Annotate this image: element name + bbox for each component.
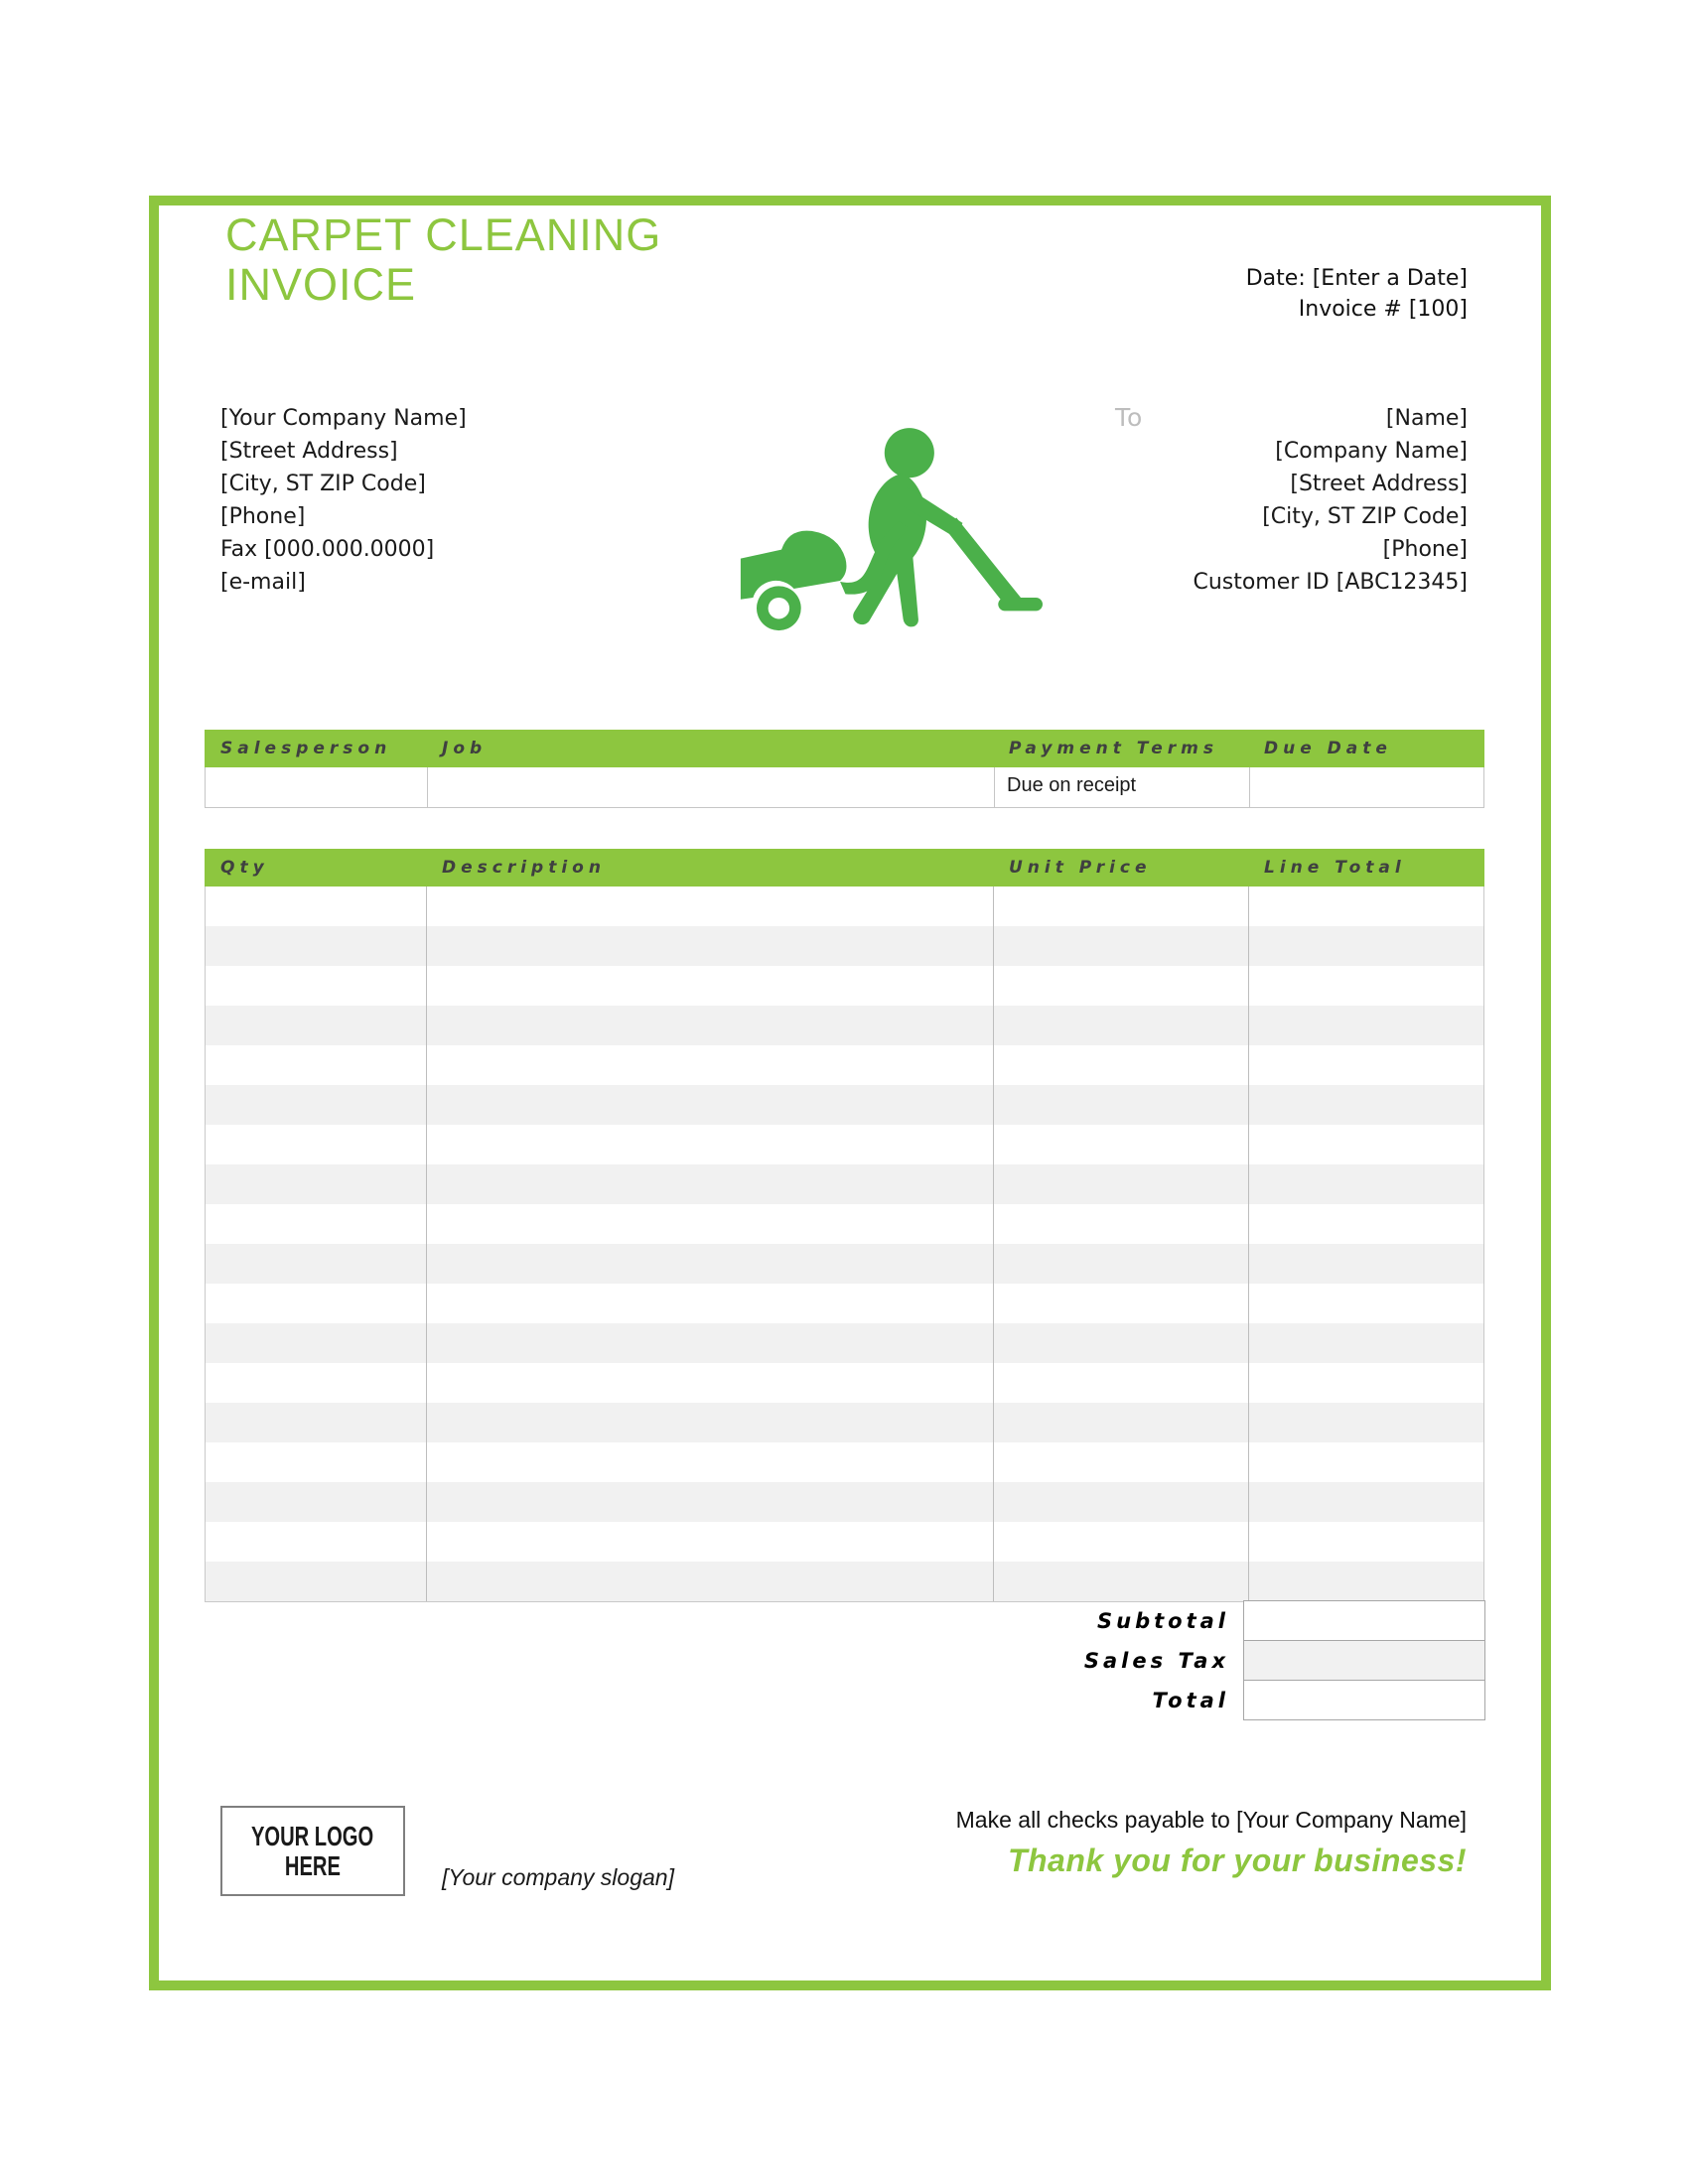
line-items-table xyxy=(205,849,1484,1602)
line-item-cell[interactable] xyxy=(993,1125,1248,1164)
line-item-cell[interactable] xyxy=(206,887,426,926)
line-item-cell[interactable] xyxy=(206,1284,426,1323)
line-item-cell[interactable] xyxy=(1248,1006,1483,1045)
line-item-cell[interactable] xyxy=(426,1045,993,1085)
line-item-cell[interactable] xyxy=(426,1562,993,1601)
line-item-row xyxy=(206,1085,1483,1125)
client-address-block xyxy=(1193,402,1468,599)
client-address-line[interactable]: [Street Address] xyxy=(1290,472,1468,496)
vacuum-cleaner-person-icon xyxy=(723,415,1043,645)
company-address-line[interactable]: [e-mail] xyxy=(220,570,306,595)
invoice-number-field[interactable]: Invoice # [100] xyxy=(1298,297,1468,322)
line-item-cell[interactable] xyxy=(206,1045,426,1085)
company-slogan[interactable]: [Your company slogan] xyxy=(442,1864,674,1890)
line-item-cell[interactable] xyxy=(426,887,993,926)
line-item-cell[interactable] xyxy=(426,1085,993,1125)
line-item-cell[interactable] xyxy=(426,1284,993,1323)
line-item-cell[interactable] xyxy=(993,1164,1248,1204)
line-item-row xyxy=(206,1482,1483,1522)
line-item-cell[interactable] xyxy=(993,1204,1248,1244)
line-item-cell[interactable] xyxy=(206,1363,426,1403)
line-item-cell[interactable] xyxy=(1248,1204,1483,1244)
line-item-cell[interactable] xyxy=(426,1442,993,1482)
logo-placeholder-box[interactable] xyxy=(220,1806,405,1896)
line-item-cell[interactable] xyxy=(1248,926,1483,966)
line-item-cell[interactable] xyxy=(206,1403,426,1442)
line-item-cell[interactable] xyxy=(1248,1244,1483,1284)
line-item-cell[interactable] xyxy=(206,1442,426,1482)
company-address-line[interactable]: [City, ST ZIP Code] xyxy=(220,472,426,496)
line-item-row xyxy=(206,887,1483,926)
line-item-row xyxy=(206,1442,1483,1482)
line-items-body xyxy=(205,887,1484,1602)
line-item-cell[interactable] xyxy=(426,1006,993,1045)
line-item-row xyxy=(206,1323,1483,1363)
invoice-date-field[interactable]: Date: [Enter a Date] xyxy=(1245,266,1468,291)
line-item-cell[interactable] xyxy=(1248,1363,1483,1403)
subtotal-label: Subtotal xyxy=(1097,1609,1229,1633)
due-date-header: Due Date xyxy=(1264,739,1392,758)
line-item-row xyxy=(206,1244,1483,1284)
info-table-body-row xyxy=(205,767,1484,808)
line-item-cell[interactable] xyxy=(993,1403,1248,1442)
line-item-cell[interactable] xyxy=(206,926,426,966)
to-label: To xyxy=(1115,403,1144,432)
line-item-cell[interactable] xyxy=(993,1562,1248,1601)
line-item-cell[interactable] xyxy=(426,1164,993,1204)
line-total-header: Line Total xyxy=(1264,858,1406,878)
sales-tax-value-cell[interactable] xyxy=(1243,1640,1485,1681)
payment-terms-header: Payment Terms xyxy=(1009,739,1218,758)
line-item-cell[interactable] xyxy=(206,1482,426,1522)
line-item-cell[interactable] xyxy=(206,1085,426,1125)
line-item-row xyxy=(206,1403,1483,1442)
line-item-row xyxy=(206,1522,1483,1562)
salesperson-header: Salesperson xyxy=(220,739,392,758)
client-address-line[interactable]: [City, ST ZIP Code] xyxy=(1262,504,1468,529)
line-item-row xyxy=(206,1284,1483,1323)
logo-text-line2: HERE xyxy=(284,1849,341,1881)
company-address-line[interactable]: [Street Address] xyxy=(220,439,398,464)
job-header: Job xyxy=(442,739,488,758)
line-item-cell[interactable] xyxy=(993,887,1248,926)
line-item-cell[interactable] xyxy=(993,1045,1248,1085)
line-item-cell[interactable] xyxy=(426,1482,993,1522)
line-item-row xyxy=(206,1204,1483,1244)
line-item-cell[interactable] xyxy=(206,1125,426,1164)
line-item-cell[interactable] xyxy=(993,1244,1248,1284)
line-item-cell[interactable] xyxy=(993,1284,1248,1323)
line-item-cell[interactable] xyxy=(206,1522,426,1562)
page-title xyxy=(225,210,661,310)
line-item-cell[interactable] xyxy=(993,1482,1248,1522)
checks-payable-note: Make all checks payable to [Your Company Name] xyxy=(955,1807,1467,1833)
line-item-cell[interactable] xyxy=(206,966,426,1006)
page-title-line1: CARPET CLEANING xyxy=(225,209,662,260)
unit-price-header: Unit Price xyxy=(1009,858,1152,878)
line-item-cell[interactable] xyxy=(426,1363,993,1403)
total-row xyxy=(205,1681,1485,1720)
line-item-cell[interactable] xyxy=(1248,1164,1483,1204)
payment-terms-cell[interactable]: Due on receipt xyxy=(994,767,1249,807)
line-item-cell[interactable] xyxy=(426,966,993,1006)
line-item-cell[interactable] xyxy=(1248,1482,1483,1522)
client-address-line[interactable]: Customer ID [ABC12345] xyxy=(1193,570,1468,595)
client-address-line[interactable]: [Company Name] xyxy=(1275,439,1468,464)
thank-you-message: Thank you for your business! xyxy=(1007,1843,1467,1878)
line-item-cell[interactable] xyxy=(426,1244,993,1284)
line-item-cell[interactable] xyxy=(1248,1323,1483,1363)
line-item-row xyxy=(206,1562,1483,1601)
line-item-cell[interactable] xyxy=(206,1164,426,1204)
company-address-block xyxy=(220,402,467,599)
line-item-cell[interactable] xyxy=(993,966,1248,1006)
line-item-cell[interactable] xyxy=(426,1125,993,1164)
sales-tax-row xyxy=(205,1641,1485,1681)
line-item-cell[interactable] xyxy=(1248,966,1483,1006)
total-value-cell[interactable] xyxy=(1243,1680,1485,1720)
totals-section xyxy=(205,1601,1485,1720)
line-item-row xyxy=(206,1006,1483,1045)
line-item-cell[interactable] xyxy=(426,1403,993,1442)
salesperson-cell[interactable] xyxy=(206,767,427,807)
line-item-cell[interactable] xyxy=(993,926,1248,966)
line-item-cell[interactable] xyxy=(1248,1403,1483,1442)
line-items-header-row xyxy=(205,849,1484,887)
logo-text-line1: YOUR LOGO xyxy=(251,1820,374,1851)
line-item-row xyxy=(206,1164,1483,1204)
line-item-cell[interactable] xyxy=(206,1006,426,1045)
company-address-line[interactable]: [Your Company Name] xyxy=(220,406,467,431)
info-table xyxy=(205,730,1484,808)
line-item-cell[interactable] xyxy=(206,1323,426,1363)
line-item-cell[interactable] xyxy=(993,1442,1248,1482)
total-label: Total xyxy=(1152,1689,1229,1712)
line-item-cell[interactable] xyxy=(993,1006,1248,1045)
description-header: Description xyxy=(442,858,606,878)
line-item-cell[interactable] xyxy=(426,1522,993,1562)
line-item-cell[interactable] xyxy=(206,1204,426,1244)
line-item-row xyxy=(206,1363,1483,1403)
line-item-row xyxy=(206,1125,1483,1164)
page-title-line2: INVOICE xyxy=(225,259,417,310)
line-item-cell[interactable] xyxy=(1248,1085,1483,1125)
line-item-cell[interactable] xyxy=(1248,1284,1483,1323)
subtotal-value-cell[interactable] xyxy=(1243,1600,1485,1641)
line-item-cell[interactable] xyxy=(206,1244,426,1284)
client-address-line[interactable]: [Phone] xyxy=(1382,537,1468,562)
company-address-line[interactable]: [Phone] xyxy=(220,504,306,529)
line-item-row xyxy=(206,926,1483,966)
line-item-cell[interactable] xyxy=(426,1323,993,1363)
job-cell[interactable] xyxy=(427,767,994,807)
line-item-cell[interactable] xyxy=(1248,887,1483,926)
line-item-cell[interactable] xyxy=(426,926,993,966)
line-item-cell[interactable] xyxy=(993,1085,1248,1125)
qty-header: Qty xyxy=(220,858,269,878)
line-item-row xyxy=(206,966,1483,1006)
subtotal-row xyxy=(205,1601,1485,1641)
line-item-cell[interactable] xyxy=(1248,1125,1483,1164)
line-item-row xyxy=(206,1045,1483,1085)
sales-tax-label: Sales Tax xyxy=(1083,1649,1229,1673)
line-item-cell[interactable] xyxy=(206,1562,426,1601)
line-item-cell[interactable] xyxy=(993,1363,1248,1403)
line-item-cell[interactable] xyxy=(1248,1045,1483,1085)
line-item-cell[interactable] xyxy=(993,1522,1248,1562)
due-date-cell[interactable] xyxy=(1249,767,1485,807)
line-item-cell[interactable] xyxy=(1248,1562,1483,1601)
line-item-cell[interactable] xyxy=(1248,1522,1483,1562)
line-item-cell[interactable] xyxy=(993,1323,1248,1363)
company-address-line[interactable]: Fax [000.000.0000] xyxy=(220,537,435,562)
line-item-cell[interactable] xyxy=(426,1204,993,1244)
client-address-line[interactable]: [Name] xyxy=(1385,406,1468,431)
line-item-cell[interactable] xyxy=(1248,1442,1483,1482)
info-table-header-row xyxy=(205,730,1484,767)
document-meta xyxy=(1246,263,1468,325)
